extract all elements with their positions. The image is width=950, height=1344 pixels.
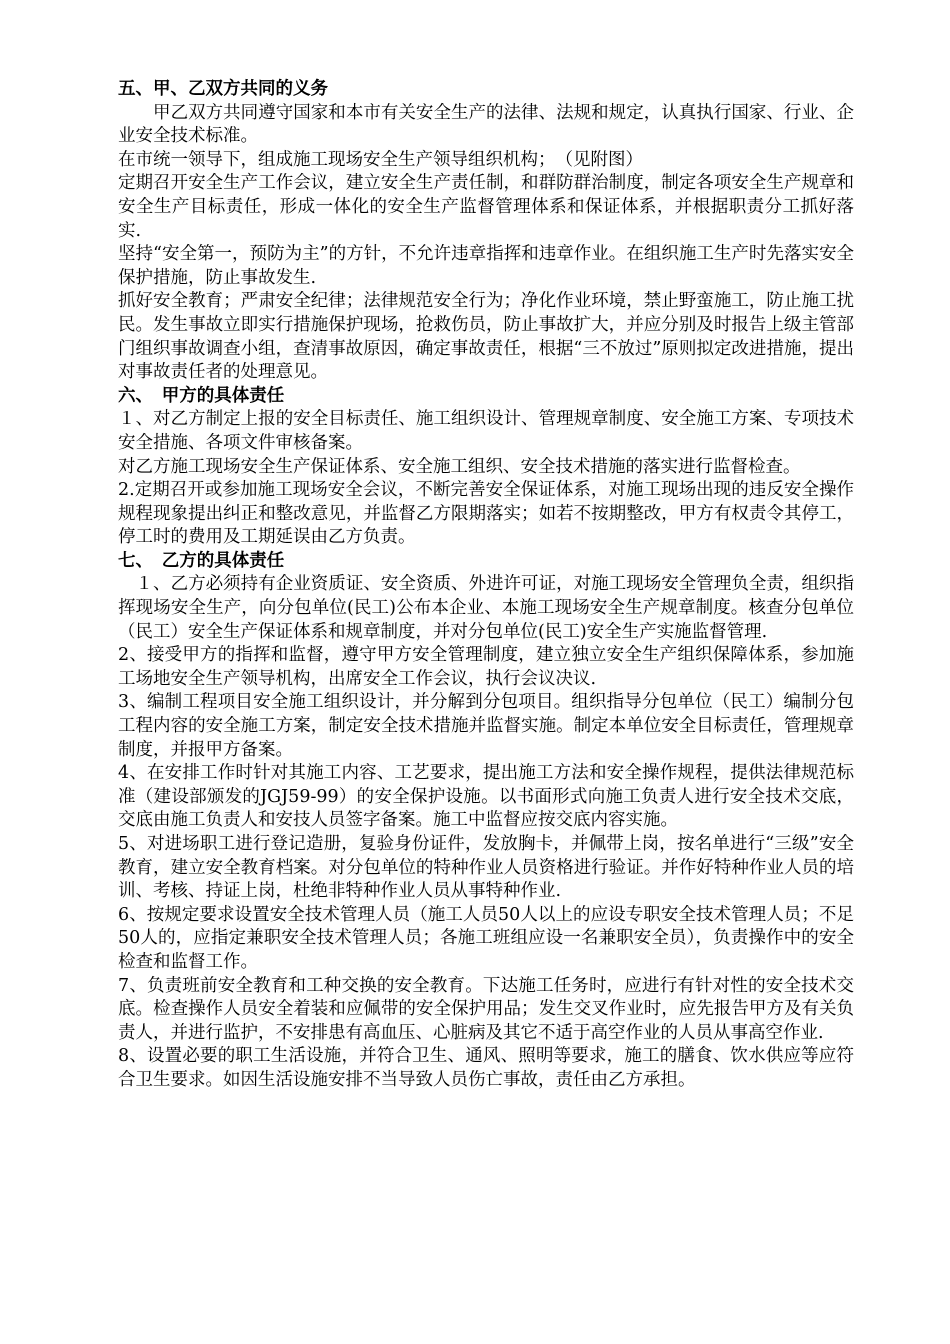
paragraph: 甲乙双方共同遵守国家和本市有关安全生产的法律、法规和规定，认真执行国家、行业、企业安全技术标准。 — [118, 102, 854, 147]
paragraph: 6、按规定要求设置安全技术管理人员（施工人员50人以上的应设专职安全技术管理人员；不足50人的，应指定兼职安全技术管理人员；各施工班组应设一名兼职安全员），负责操作中的安全检查和监督工作。 — [118, 904, 854, 972]
paragraph: 2.定期召开或参加施工现场安全会议，不断完善安全保证体系，对施工现场出现的违反安全操作规程现象提出纠正和整改意见，并监督乙方限期落实；如若不按期整改，甲方有权责令其停工，停工时的费用及工期延误由乙方负责。 — [118, 480, 854, 548]
paragraph: 定期召开安全生产工作会议，建立安全生产责任制，和群防群治制度，制定各项安全生产规章和安全生产目标责任，形成一体化的安全生产监督管理体系和保证体系，并根据职责分工抓好落实. — [118, 173, 854, 241]
paragraph: 2、接受甲方的指挥和监督，遵守甲方安全管理制度，建立独立安全生产组织保障体系，参加施工场地安全生产领导机构，出席安全工作会议，执行会议决议. — [118, 645, 854, 689]
paragraph: 7、负责班前安全教育和工种交换的安全教育。下达施工任务时，应进行有针对性的安全技术交底。检查操作人员安全着装和应佩带的安全保护用品；发生交叉作业时，应先报告甲方及有关负责人，并进行监护，不安排患有高血压、心脏病及其它不适于高空作业的人员从事高空作业. — [118, 975, 854, 1043]
section-heading-7: 七、 乙方的具体责任 — [118, 550, 285, 571]
paragraph: 8、设置必要的职工生活设施，并符合卫生、通风、照明等要求，施工的膳食、饮水供应等应符合卫生要求。如因生活设施安排不当导致人员伤亡事故，责任由乙方承担。 — [118, 1046, 854, 1090]
section-heading-6: 六、 甲方的具体责任 — [118, 385, 285, 406]
section-heading-5: 五、甲、乙双方共同的义务 — [118, 79, 328, 99]
paragraph: 坚持“安全第一，预防为主”的方针，不允许违章指挥和违章作业。在组织施工生产时先落实安全保护措施，防止事故发生. — [118, 244, 854, 288]
paragraph: １、乙方必须持有企业资质证、安全资质、外进许可证，对施工现场安全管理负全责，组织指挥现场安全生产，向分包单位(民工)公布本企业、本施工现场安全生产规章制度。核查分包单位（民工）安全生产保证体系和规章制度，并对分包单位(民工)安全生产实施监督管理. — [118, 574, 854, 642]
paragraph: 对乙方施工现场安全生产保证体系、安全施工组织、安全技术措施的落实进行监督检查。 — [118, 456, 801, 477]
paragraph: 4、在安排工作时针对其施工内容、工艺要求，提出施工方法和安全操作规程，提供法律规范标准（建设部颁发的JGJ59-99）的安全保护设施。以书面形式向施工负责人进行安全技术交底，交底由施工负责人和安技人员签字备案。施工中监督应按交底内容实施。 — [118, 763, 854, 831]
paragraph: 抓好安全教育；严肃安全纪律；法律规范安全行为；净化作业环境，禁止野蛮施工，防止施工扰民。发生事故立即实行措施保护现场，抢救伤员，防止事故扩大，并应分别及时报告上级主管部门组织事故调查小组，查清事故原因，确定事故责任，根据“三不放过”原则拟定改进措施，提出对事故责任者的处理意见。 — [118, 291, 854, 383]
paragraph: １、对乙方制定上报的安全目标责任、施工组织设计、管理规章制度、安全施工方案、专项技术安全措施、各项文件审核备案。 — [118, 409, 854, 453]
paragraph: 5、对进场职工进行登记造册，复验身份证件，发放胸卡，并佩带上岗，按名单进行“三级”安全教育，建立安全教育档案。对分包单位的特种作业人员资格进行验证。并作好特种作业人员的培训、考核、持证上岗，杜绝非特种作业人员从事特种作业. — [118, 834, 854, 902]
paragraph: 3、编制工程项目安全施工组织设计，并分解到分包项目。组织指导分包单位（民工）编制分包工程内容的安全施工方案，制定安全技术措施并监督实施。制定本单位安全目标责任，管理规章制度，并报甲方备案。 — [118, 692, 854, 760]
paragraph: 在市统一领导下，组成施工现场安全生产领导组织机构； （见附图） — [118, 149, 643, 170]
